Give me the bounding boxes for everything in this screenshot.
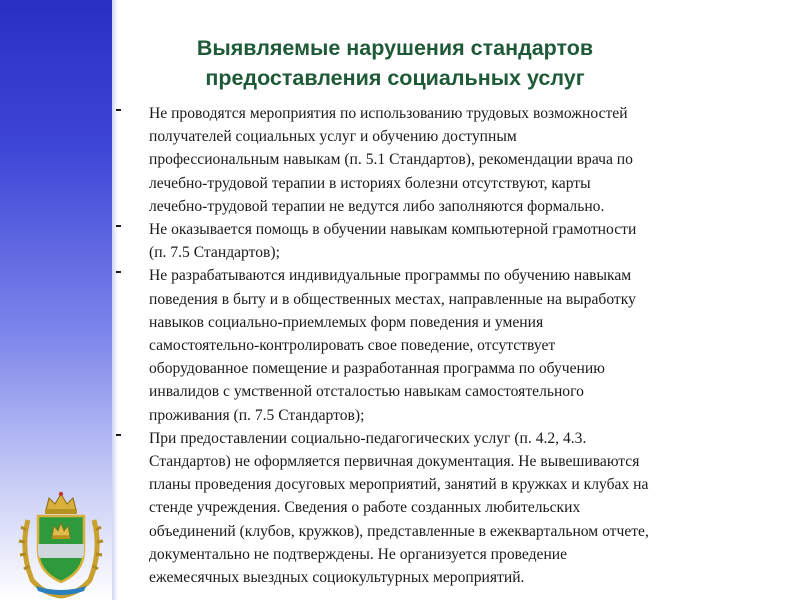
bullet-dash-icon <box>116 271 121 273</box>
item-line: навыков социально-приемлемых форм поведения и умения <box>149 313 544 331</box>
item-line: поведения в быту и в общественных местах, направленные на выработку <box>149 290 636 308</box>
item-line: Не разрабатываются индивидуальные программы по обучению навыкам <box>149 267 632 285</box>
bullet-dash-icon <box>116 109 121 111</box>
bullet-dash-icon <box>116 434 121 436</box>
item-line: лечебно-трудовой терапии не ведутся либо заполняются формально. <box>149 197 605 215</box>
title-line-2: предоставления социальных услуг <box>205 66 585 90</box>
item-line: ежемесячных выездных социокультурных мероприятий. <box>149 569 525 587</box>
item-line: получателей социальных услуг и обучению доступным <box>149 128 517 146</box>
item-line: При предоставлении социально-педагогических услуг (п. 4.2, 4.3. <box>149 429 587 447</box>
list-item <box>116 264 800 426</box>
list-item <box>116 427 800 589</box>
list-item <box>116 102 800 218</box>
item-line: Не проводятся мероприятия по использованию трудовых возможностей <box>149 105 628 122</box>
item-line: профессиональным навыкам (п. 5.1 Стандартов), рекомендации врача по <box>149 151 633 169</box>
item-line: инвалидов с умственной отсталостью навыкам самостоятельного <box>149 383 584 401</box>
item-line: проживания (п. 7.5 Стандартов); <box>149 406 365 424</box>
item-line: (п. 7.5 Стандартов); <box>149 244 280 262</box>
coat-of-arms-icon <box>18 490 104 600</box>
violations-list <box>116 102 800 589</box>
item-line: объединений (клубов, кружков), представленные в ежеквартальном отчете, <box>149 522 649 540</box>
item-line: Не оказывается помощь в обучении навыкам компьютерной грамотности <box>149 221 637 239</box>
item-line: самостоятельно-контролировать свое поведение, отсутствует <box>149 337 556 355</box>
list-item <box>116 218 800 264</box>
slide-title <box>150 33 640 93</box>
item-line: Стандартов) не оформляется первичная документация. Не вывешиваются <box>149 453 640 471</box>
item-line: документально не подтверждены. Не организуется проведение <box>149 545 568 563</box>
item-line: стенде учреждения. Сведения о работе созданных любительских <box>149 499 581 517</box>
item-line: планы проведения досуговых мероприятий, занятий в кружках и клубах на <box>149 476 649 494</box>
bullet-dash-icon <box>116 225 121 227</box>
title-line-1: Выявляемые нарушения стандартов <box>196 36 594 60</box>
item-line: оборудованное помещение и разработанная программа по обучению <box>149 360 605 378</box>
item-line: лечебно-трудовой терапии в историях болезни отсутствуют, карты <box>149 174 591 192</box>
